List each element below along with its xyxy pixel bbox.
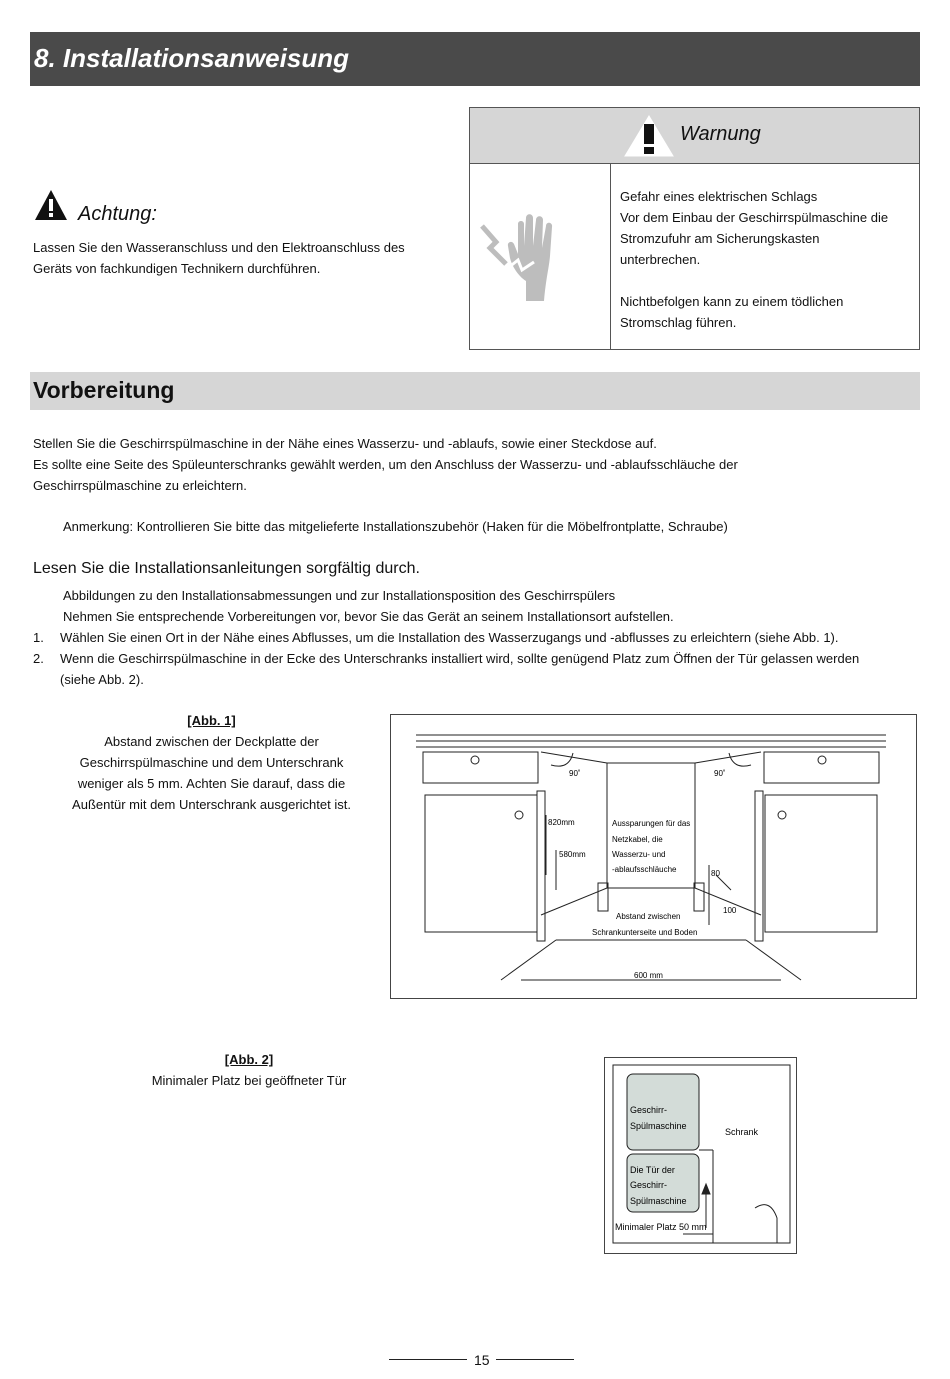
fig1-gap-label: Schrankunterseite und Boden xyxy=(592,928,698,937)
caution-line: Geräts von fachkundigen Technikern durchführen. xyxy=(33,261,321,276)
electric-hand-icon xyxy=(478,206,578,306)
fig2-label: [Abb. 2] xyxy=(224,1052,274,1067)
fig1-angle-right: 90˚ xyxy=(714,769,726,778)
warning-line: Gefahr eines elektrischen Schlags xyxy=(620,189,818,204)
step-number: 1. xyxy=(33,630,44,645)
preparation-title: Vorbereitung xyxy=(33,377,175,403)
sub-line: Nehmen Sie entsprechende Vorbereitungen vor, bevor Sie das Gerät an seinem Installationsort aufstellen. xyxy=(63,609,674,624)
warning-line: Stromschlag führen. xyxy=(620,315,737,330)
fig1-depth-label: 580mm xyxy=(559,850,586,859)
fig2-door-label: Geschirr- xyxy=(630,1180,668,1190)
footer-rule-left xyxy=(389,1359,467,1360)
fig1-label: [Abb. 1] xyxy=(187,713,236,728)
warning-text xyxy=(620,186,888,333)
fig1-caption-line: Geschirrspülmaschine und dem Unterschrank xyxy=(79,755,344,770)
warning-icon xyxy=(623,114,675,158)
fig2-box xyxy=(604,1057,797,1254)
warning-box xyxy=(469,107,920,350)
fig1-box xyxy=(390,714,917,999)
page-number: 15 xyxy=(474,1352,490,1368)
fig1-cutout-label: Wasserzu- und xyxy=(612,850,666,859)
warning-header xyxy=(470,108,919,164)
fig1-height-label: 820mm xyxy=(548,818,575,827)
preparation-sub-lines xyxy=(63,585,674,627)
step-item xyxy=(33,627,913,648)
preparation-intro xyxy=(33,433,738,496)
warning-title: Warnung xyxy=(680,123,761,145)
fig2-cabinet-label: Schrank xyxy=(725,1127,759,1137)
warning-line: unterbrechen. xyxy=(620,252,701,267)
step-item xyxy=(33,648,913,690)
fig2-caption xyxy=(100,1049,398,1091)
preparation-header xyxy=(30,372,920,410)
section-title: 8. Installationsanweisung xyxy=(34,43,349,73)
caution-title: Achtung: xyxy=(78,203,157,225)
warning-line: Stromzufuhr am Sicherungskasten xyxy=(620,231,820,246)
fig1-caption-line: Außentür mit dem Unterschrank ausgerichtet ist. xyxy=(72,797,351,812)
fig1-dim80-label: 80 xyxy=(711,869,720,878)
fig2-caption-line: Minimaler Platz bei geöffneter Tür xyxy=(151,1073,347,1088)
fig2-dishwasher-label: Spülmaschine xyxy=(630,1121,687,1131)
warning-line: Nichtbefolgen kann zu einem tödlichen xyxy=(620,294,844,309)
caution-text xyxy=(33,237,405,279)
fig2-door-label: Die Tür der xyxy=(630,1165,675,1175)
fig2-dishwasher-label: Geschirr- xyxy=(630,1105,668,1115)
intro-line: Stellen Sie die Geschirrspülmaschine in der Nähe eines Wasserzu- und -ablaufs, sowie einer Steckdose auf. xyxy=(33,436,657,451)
step-list xyxy=(33,627,913,690)
warning-line: Vor dem Einbau der Geschirrspülmaschine die xyxy=(620,210,889,225)
footer-rule-right xyxy=(496,1359,574,1360)
section-header xyxy=(30,32,920,86)
fig1-gap-label: Abstand zwischen xyxy=(616,912,681,921)
fig1-cutout-label: Aussparungen für das xyxy=(612,819,691,828)
preparation-subheading: Lesen Sie die Installationsanleitungen sorgfältig durch. xyxy=(33,560,420,577)
caution-line: Lassen Sie den Wasseranschluss und den Elektroanschluss des xyxy=(33,240,405,255)
fig2-diagram xyxy=(605,1058,796,1253)
intro-line: Geschirrspülmaschine zu erleichtern. xyxy=(33,478,247,493)
fig1-caption-line: weniger als 5 mm. Achten Sie darauf, dass die xyxy=(77,776,346,791)
step-text: Wenn die Geschirrspülmaschine in der Ecke des Unterschranks installiert wird, sollte genügend Platz zum Öffnen der Tür gelassen werden xyxy=(60,651,860,666)
fig1-width-label: 600 mm xyxy=(634,971,663,980)
fig1-diagram xyxy=(391,715,916,998)
fig1-angle-left: 90˚ xyxy=(569,769,581,778)
fig1-cutout-label: Netzkabel, die xyxy=(612,835,663,844)
fig2-door-label: Spülmaschine xyxy=(630,1196,687,1206)
intro-line: Es sollte eine Seite des Spüleunterschranks gewählt werden, um den Anschluss der Wasserzu- und -ablaufsschläuche der xyxy=(33,457,738,472)
step-text: Wählen Sie einen Ort in der Nähe eines Abflusses, um die Installation des Wasserzugangs und -abflusses zu erleichtern (siehe Abb. 1). xyxy=(60,630,839,645)
preparation-note: Anmerkung: Kontrollieren Sie bitte das mitgelieferte Installationszubehör (Haken für die Möbelfrontplatte, Schraube) xyxy=(63,519,728,534)
step-number: 2. xyxy=(33,651,44,666)
step-text: (siehe Abb. 2). xyxy=(60,672,144,687)
fig1-caption xyxy=(20,710,403,815)
fig1-caption-line: Abstand zwischen der Deckplatte der xyxy=(104,734,319,749)
fig2-min-space-label: Minimaler Platz 50 mm xyxy=(615,1222,707,1232)
fig1-dim100-label: 100 xyxy=(723,906,737,915)
fig1-cutout-label: -ablaufsschläuche xyxy=(612,865,677,874)
sub-line: Abbildungen zu den Installationsabmessungen und zur Installationsposition des Geschirrspülers xyxy=(63,588,616,603)
warning-divider xyxy=(610,163,611,350)
caution-icon xyxy=(33,188,69,222)
